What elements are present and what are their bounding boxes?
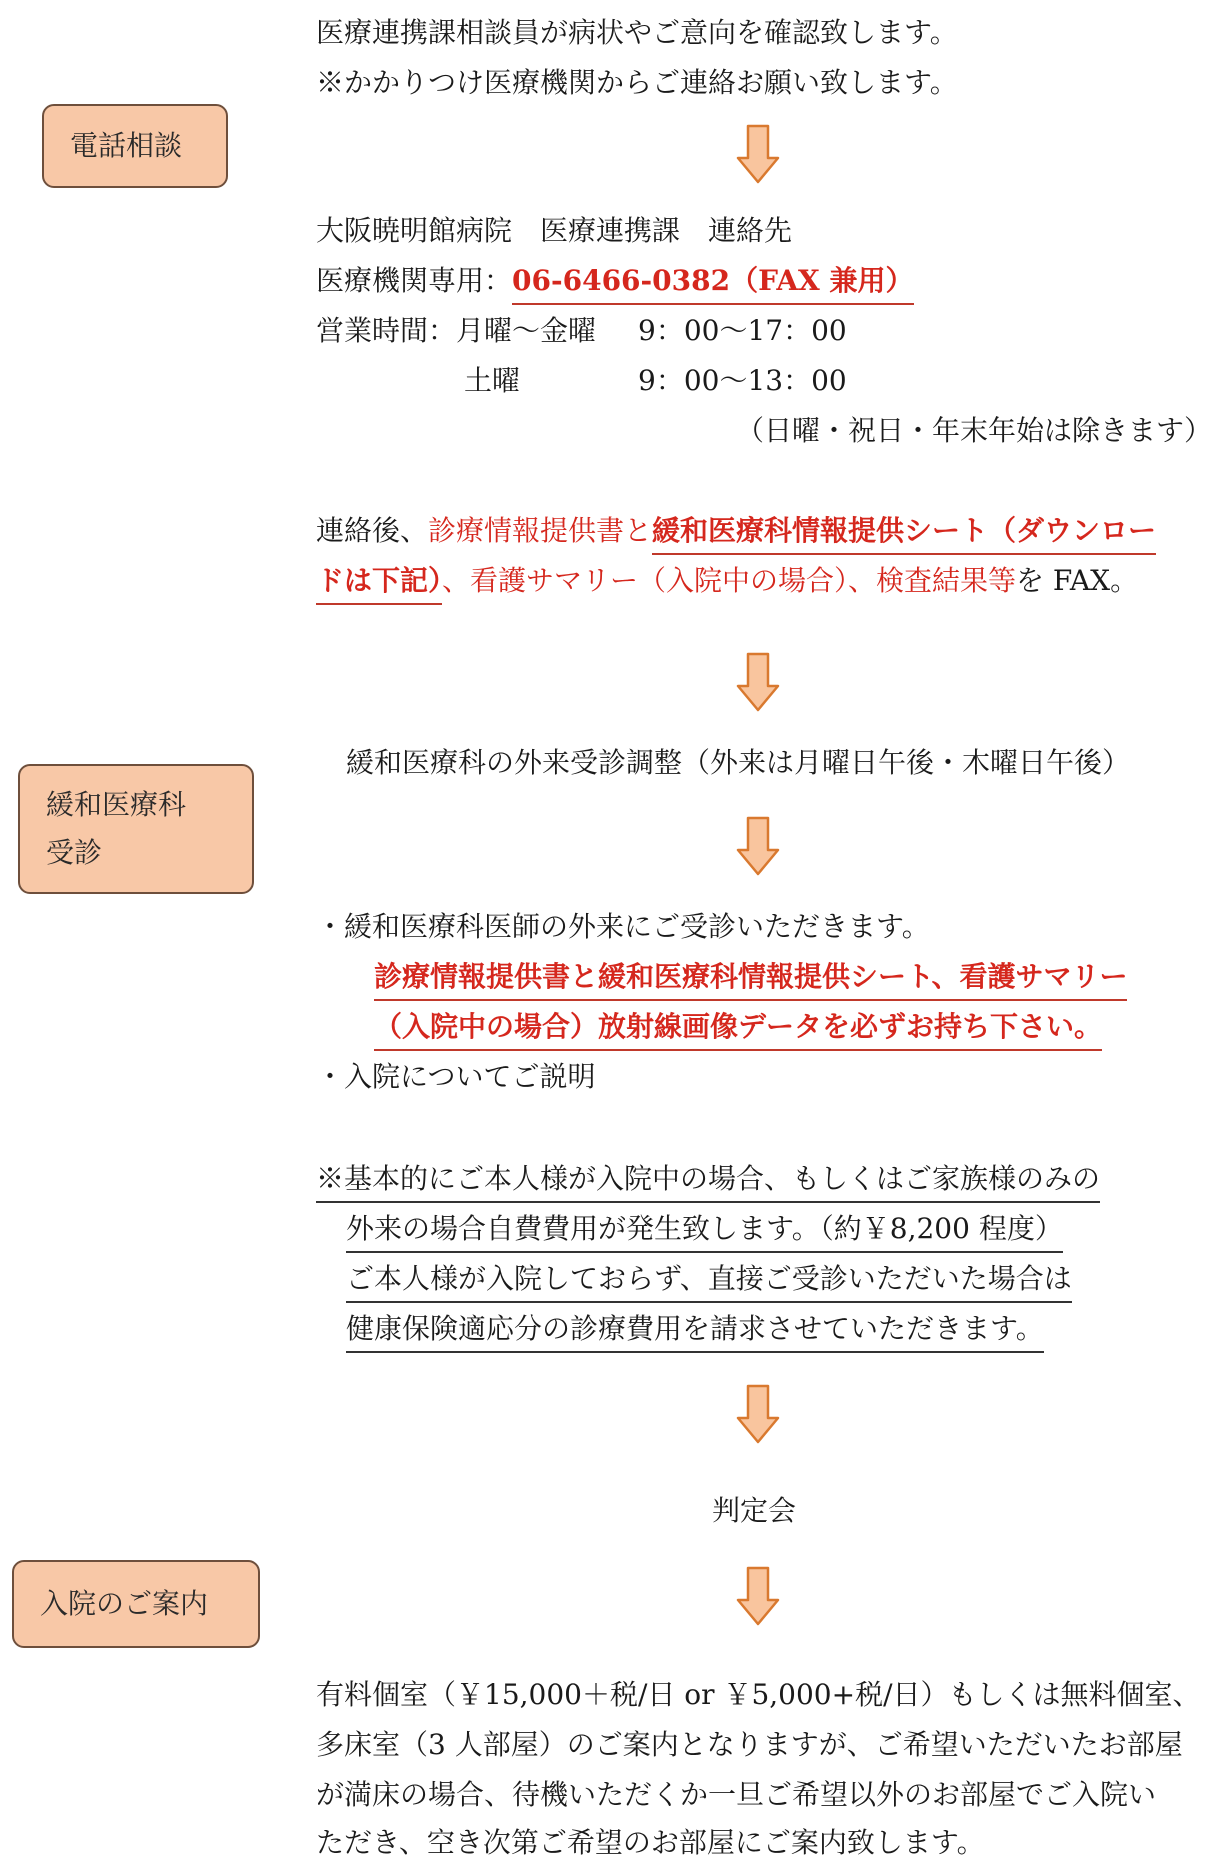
cost-note-line-1: [316, 1162, 1100, 1196]
outpatient-bring-text-1: 診療情報提供書と緩和医療科情報提供シート、看護サマリー: [374, 960, 1127, 1001]
cost-note-text-2: 外来の場合自費費用が発生致します。（約￥8,200 程度）: [346, 1212, 1063, 1253]
cost-note-text-1: ※基本的にご本人様が入院中の場合、もしくはご家族様のみの: [316, 1162, 1100, 1203]
section-palliative-label-2: 受診: [46, 836, 103, 869]
contact-hours-saturday: 9：00～13：00: [638, 364, 847, 397]
outpatient-coordination: 緩和医療科の外来受診調整（外来は月曜日午後・木曜日午後）: [346, 746, 1131, 779]
rooms-line-1: 有料個室（￥15,000＋税/日 or ￥5,000+税/日）もしくは無料個室、: [316, 1678, 1201, 1711]
contact-hours-label: 営業時間：月曜～金曜: [316, 314, 597, 347]
cost-note-line-2: [346, 1212, 1063, 1246]
contact-phone-row: [316, 264, 914, 298]
outpatient-bring-line-1: [374, 960, 1127, 994]
fax-doc-sheet-download-link-cont[interactable]: ドは下記）: [316, 564, 442, 605]
down-arrow-icon: [736, 1384, 780, 1444]
down-arrow-icon: [736, 1566, 780, 1626]
fax-instructions-line-1: [316, 514, 1156, 548]
cost-note-line-3: [346, 1262, 1072, 1296]
fax-doc-sheet-download-link[interactable]: 緩和医療科情報提供シート（ダウンロー: [652, 514, 1156, 555]
contact-closed-note: （日曜・祝日・年末年始は除きます）: [736, 414, 1213, 447]
outpatient-bring-line-2: [374, 1010, 1102, 1044]
section-phone-label: 電話相談: [70, 129, 183, 163]
outpatient-bullet-admission-explanation: ・入院についてご説明: [316, 1060, 596, 1093]
cost-note-text-4: 健康保険適応分の診療費用を請求させていただきます。: [346, 1312, 1044, 1353]
section-palliative-visit: [18, 764, 254, 894]
down-arrow-icon: [736, 816, 780, 876]
contact-phone-number: 06-6466-0382（FAX 兼用）: [512, 264, 914, 305]
contact-title: 大阪暁明館病院 医療連携課 連絡先: [316, 214, 793, 247]
cost-note-line-4: [346, 1312, 1044, 1346]
fax-text-after-contact: 連絡後、: [316, 514, 429, 547]
cost-note-text-3: ご本人様が入院しておらず、直接ご受診いただいた場合は: [346, 1262, 1072, 1303]
contact-hours-weekday: 9：00～17：00: [638, 314, 847, 347]
outpatient-bullet-visit: ・緩和医療科医師の外来にご受診いただきます。: [316, 910, 930, 943]
fax-instructions-line-2: [316, 564, 1138, 598]
section-admission-guide: [12, 1560, 260, 1648]
down-arrow-icon: [736, 124, 780, 184]
intro-line-2: ※かかりつけ医療機関からご連絡お願い致します。: [316, 66, 958, 99]
section-phone-consultation: [42, 104, 228, 188]
section-admission-label: 入院のご案内: [40, 1587, 209, 1621]
judgement-meeting: 判定会: [712, 1494, 797, 1527]
contact-phone-label: 医療機関専用：: [316, 264, 513, 297]
rooms-line-2: 多床室（3 人部屋）のご案内となりますが、ご希望いただいたお部屋: [316, 1728, 1183, 1761]
fax-doc-others: 、看護サマリー（入院中の場合）、検査結果等: [442, 564, 1017, 597]
section-palliative-label-1: 緩和医療科: [46, 788, 187, 822]
fax-text-and: と: [624, 514, 653, 547]
contact-saturday-label: 土曜: [464, 364, 521, 397]
rooms-line-4: ただき、空き次第ご希望のお部屋にご案内致します。: [316, 1826, 985, 1859]
rooms-line-3: が満床の場合、待機いただくか一旦ご希望以外のお部屋でご入院い: [316, 1778, 1157, 1811]
down-arrow-icon: [736, 652, 780, 712]
fax-doc-referral: 診療情報提供書: [428, 514, 625, 547]
intro-line-1: 医療連携課相談員が病状やご意向を確認致します。: [316, 16, 958, 49]
outpatient-bring-text-2: （入院中の場合）放射線画像データを必ずお持ち下さい。: [374, 1010, 1102, 1051]
fax-text-send: を FAX。: [1016, 564, 1139, 597]
